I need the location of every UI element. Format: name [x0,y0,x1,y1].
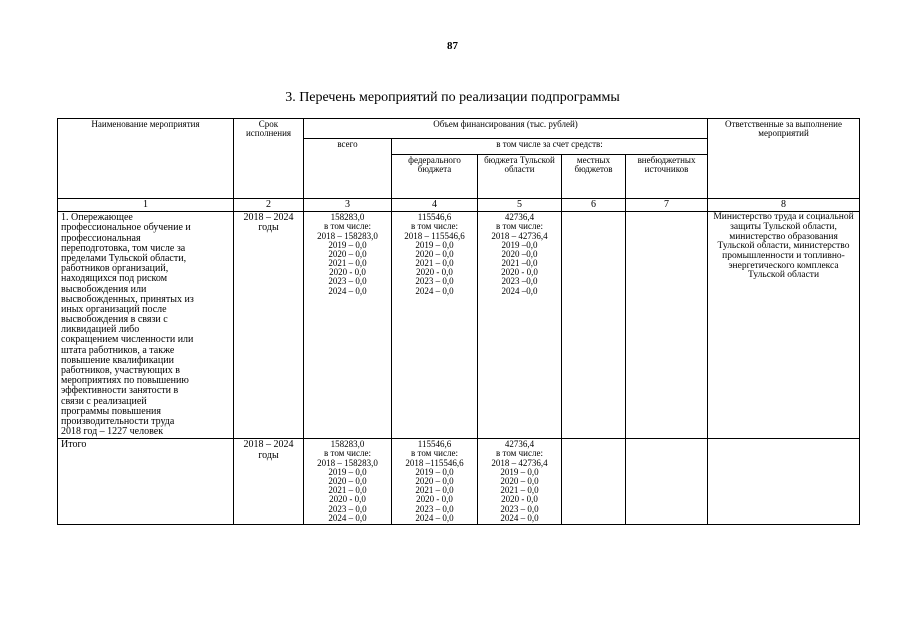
activity-line: профессиональное обучение и [61,222,191,234]
amount-line: 2023 –0,0 [501,276,538,287]
header-extra: внебюджетных источников [626,155,708,199]
amount-line: 2021 – 0,0 [415,485,454,496]
amount-line: 2021 – 0,0 [328,258,367,269]
term-cell: 2018 – 2024 годы [234,212,304,439]
amount-line: 2024 – 0,0 [415,285,454,296]
extra-amount-cell [626,212,708,439]
term-cell: 2018 – 2024 годы [234,439,304,525]
amount-line: 2024 – 0,0 [328,512,367,523]
amount-line: 2020 - 0,0 [329,494,366,505]
amount-line: 2019 – 0,0 [415,466,454,477]
activity-line: иных организаций после [61,303,167,315]
activity-line: находящихся под риском [61,273,168,285]
header-federal: федерального бюджета [392,155,478,199]
activity-line: производительности труда [61,415,175,427]
activity-line: 1. Опережающее [61,212,133,224]
amount-line: 2019 – 0,0 [328,239,367,250]
amount-line: 2021 – 0,0 [415,258,454,269]
column-number: 5 [478,199,562,212]
amount-line: 158283,0 [330,439,365,450]
amount-line: 2018 – 158283,0 [317,457,378,468]
amount-line: 2020 - 0,0 [416,267,453,278]
amount-line: в том числе: [324,221,371,232]
amount-line: в том числе: [411,221,458,232]
header-regional: бюджета Тульской области [478,155,562,199]
column-number: 3 [304,199,392,212]
activity-line: профессиональная [61,232,141,244]
amount-line: 158283,0 [330,212,365,223]
header-responsible: Ответственные за выполнение мероприятий [708,119,860,199]
activity-line: переподготовка, том числе за [61,242,186,254]
column-number: 1 [58,199,234,212]
amount-line: в том числе: [496,221,543,232]
amount-line: 2020 – 0,0 [415,248,454,259]
activity-line: сокращением численности или [61,334,194,346]
column-number: 2 [234,199,304,212]
activity-line: работников организаций, [61,263,169,275]
amount-line: 2020 - 0,0 [416,494,453,505]
activity-line: связи с реализацией [61,395,147,407]
amount-line: 2021 – 0,0 [500,485,539,496]
federal-amount-cell [392,212,478,439]
activity-line: высвобождения или [61,283,147,295]
amount-line: 115546,6 [417,212,452,223]
amount-line: 2020 - 0,0 [501,494,538,505]
column-number: 7 [626,199,708,212]
amount-line: 2018 – 42736,4 [491,230,548,241]
responsible-cell [708,439,860,525]
amount-line: в том числе: [411,448,458,459]
activity-line: работников, участвующих в [61,365,180,376]
activity-line: 2018 год – 1227 человек [61,426,164,438]
responsible-cell: Министерство труда и социальной защиты Тульской области, министерство образования Тульской области, министерство промышленности и топливно-энергетического комплекса Тульской области [708,212,860,439]
amount-line: 2020 - 0,0 [329,267,366,278]
amount-line: 2021 – 0,0 [328,485,367,496]
page-title: 3. Перечень мероприятий по реализации подпрограммы [285,90,620,105]
amount-line: 2023 – 0,0 [415,503,454,514]
federal-amount-cell [392,439,478,525]
header-total: всего [304,139,392,199]
activity-line: мероприятиях по повышению [61,375,189,387]
amount-line: в том числе: [496,448,543,459]
activity-line: высвобожденных, принятых из [61,293,194,305]
amount-line: 2024 – 0,0 [415,512,454,523]
total-amount-cell [304,439,392,525]
amount-line: 2024 – 0,0 [500,512,539,523]
amount-line: 2020 - 0,0 [501,267,538,278]
amount-line: 2019 –0,0 [501,239,538,250]
amount-line: 2024 – 0,0 [328,285,367,296]
total-amount-cell [304,212,392,439]
amount-line: 42736,4 [504,212,535,223]
header-funding: Объем финансирования (тыс. рублей) [304,119,708,139]
total-label-cell: Итого [58,439,234,525]
table-row [58,212,860,439]
amount-line: 2024 –0,0 [501,285,538,296]
amount-line: в том числе: [324,448,371,459]
amount-line: 2019 – 0,0 [415,239,454,250]
amount-line: 2019 – 0,0 [500,466,539,477]
extra-amount-cell [626,439,708,525]
amount-line: 2018 – 42736,4 [491,457,548,468]
amount-line: 2018 –115546,6 [405,457,464,468]
amount-line: 2023 – 0,0 [500,503,539,514]
header-term: Срок исполнения [234,119,304,199]
header-local: местных бюджетов [562,155,626,199]
amount-line: 2020 – 0,0 [500,476,539,486]
amount-line: 2020 –0,0 [501,248,538,259]
table-row [58,439,860,525]
header-activity-name: Наименование мероприятия [58,119,234,199]
activity-line: эффективности занятости в [61,385,179,397]
amount-line: 2020 – 0,0 [328,248,367,259]
amount-line: 2023 – 0,0 [328,276,367,287]
amount-line: 2023 – 0,0 [415,276,454,287]
page-number: 87 [447,40,458,52]
amount-line: 2020 – 0,0 [415,476,454,486]
amount-line: 115546,6 [417,439,452,450]
header-including: в том числе за счет средств: [392,139,708,155]
activity-line: штата работников, а также [61,344,175,356]
activity-name-cell [58,212,234,439]
column-number: 4 [392,199,478,212]
amount-line: 2023 – 0,0 [328,503,367,514]
activity-line: программы повышения [61,405,161,417]
local-amount-cell [562,439,626,525]
activity-line: ликвидацией либо [61,324,140,336]
regional-amount-cell [478,439,562,525]
activity-line: высвобождения в связи с [61,314,168,326]
column-number: 6 [562,199,626,212]
local-amount-cell [562,212,626,439]
activity-line: пределами Тульской области, [61,252,187,264]
amount-line: 2019 – 0,0 [328,466,367,477]
activities-table [57,118,860,525]
amount-line: 2018 – 115546,6 [404,230,465,241]
column-number: 8 [708,199,860,212]
activity-line: повышение квалификации [61,354,174,366]
amount-line: 2021 –0,0 [501,258,538,269]
amount-line: 2020 – 0,0 [328,476,367,486]
amount-line: 2018 – 158283,0 [317,230,378,241]
regional-amount-cell [478,212,562,439]
amount-line: 42736,4 [504,439,535,450]
